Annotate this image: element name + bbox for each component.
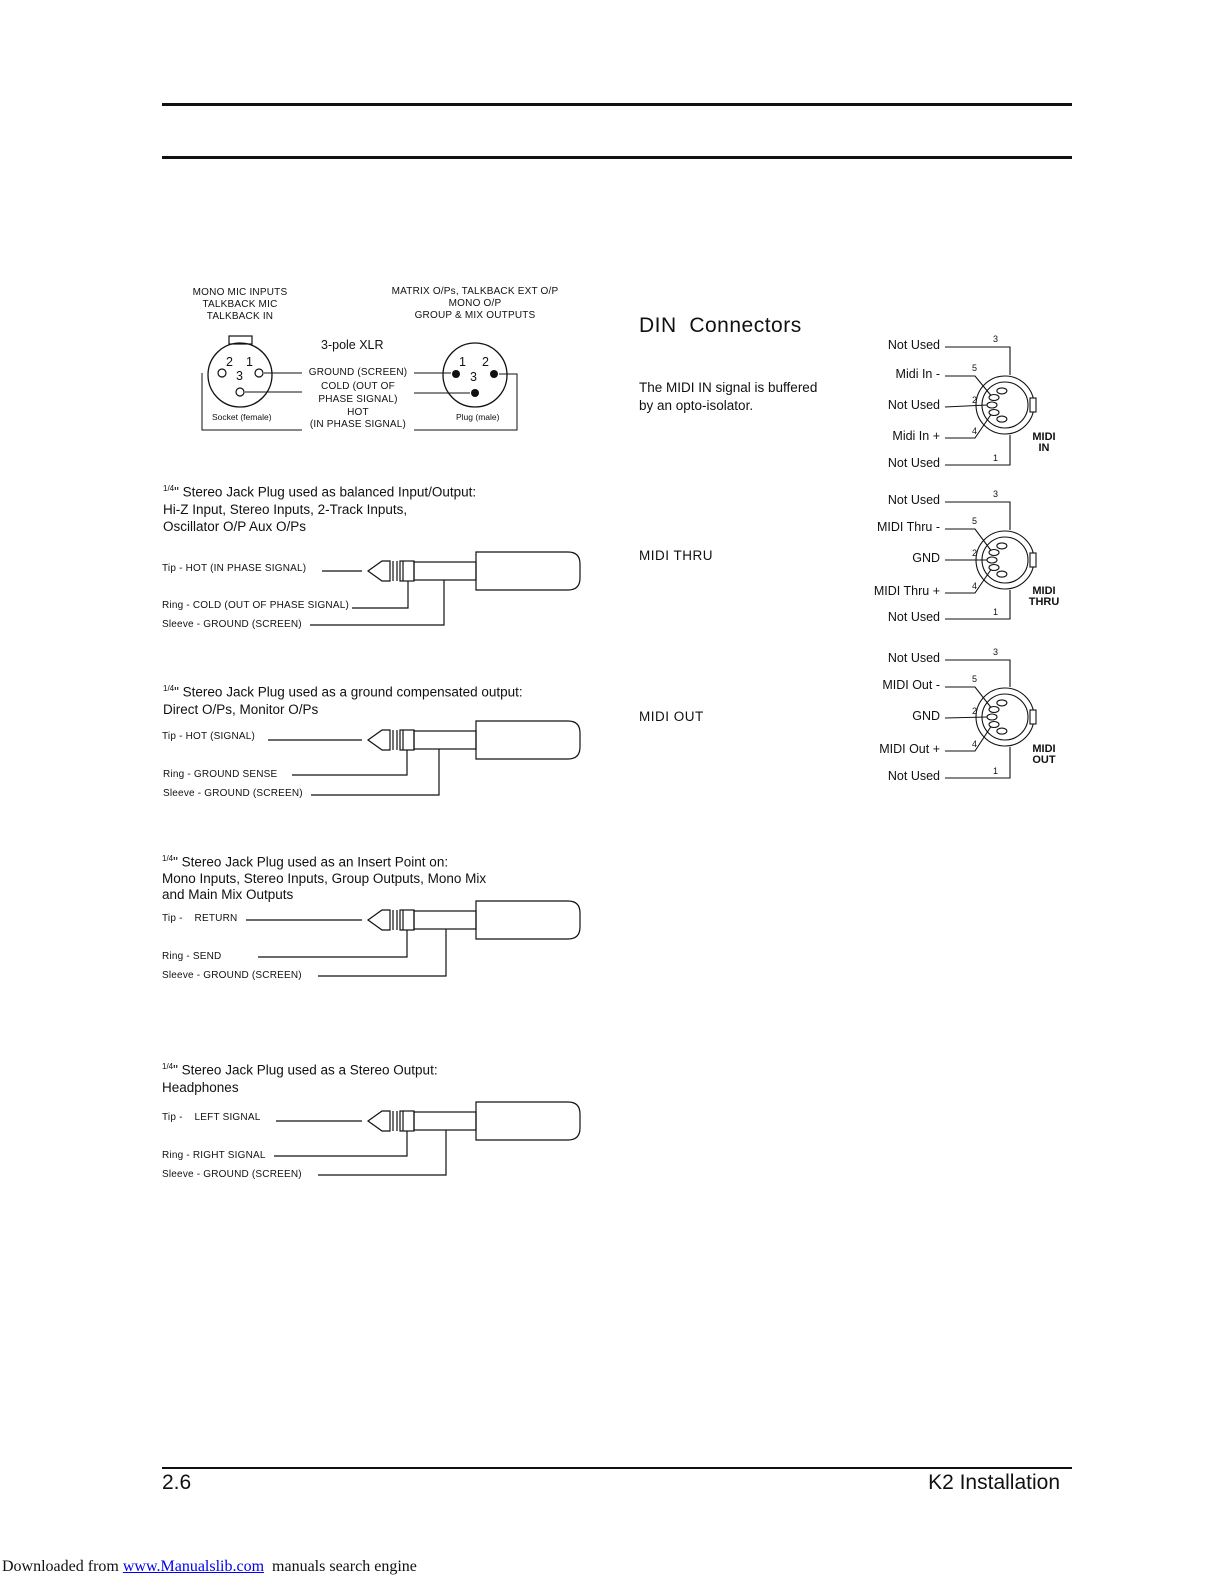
din-pin-number: 4	[972, 426, 978, 436]
heading-text: " Stereo Jack Plug used as a Stereo Output:	[173, 1062, 438, 1078]
sleeve-lead-line	[318, 1130, 446, 1175]
xlr-signal-list	[302, 366, 414, 431]
caption-line: GROUP & MIX OUTPUTS	[414, 310, 536, 321]
din-note	[639, 379, 817, 415]
din-badge	[1024, 744, 1064, 766]
din-lead-4	[945, 570, 991, 594]
din-key	[1030, 553, 1036, 567]
caption-line: TALKBACK IN	[206, 311, 274, 322]
din-lead-5	[945, 529, 991, 551]
plug-body	[476, 1102, 580, 1140]
xlr-plug-caption	[380, 286, 570, 322]
din-pin-number: 4	[972, 739, 978, 749]
din-badge	[1024, 586, 1064, 608]
din-inner	[982, 537, 1028, 583]
din-pin-1	[997, 416, 1007, 422]
din-pin-4	[989, 722, 999, 728]
plug-body	[476, 901, 580, 939]
din-shell	[976, 688, 1034, 746]
din-pin-number: 5	[972, 674, 978, 684]
din-lead-1	[945, 435, 1010, 465]
din-pin-label: Midi In -	[895, 367, 940, 381]
download-suffix: manuals search engine	[264, 1558, 417, 1575]
ring-label: Ring - RIGHT SIGNAL	[162, 1150, 266, 1161]
ring-lead-line	[292, 750, 407, 775]
ring-lead-line	[274, 1131, 407, 1156]
xlr-title: 3-pole XLR	[321, 338, 384, 352]
din-lead-2	[945, 717, 987, 718]
din-pin-5	[989, 550, 999, 556]
din-badge	[1024, 432, 1064, 454]
din-pin-number: 5	[972, 516, 978, 526]
xlr-plug-label: Plug (male)	[456, 412, 500, 422]
tip-contact	[368, 730, 390, 750]
xlr-socket-pin-3: 3	[236, 369, 243, 383]
din-lead-1	[945, 747, 1010, 778]
xlr-plug-pin-1: 1	[459, 355, 466, 369]
din-pin-number: 3	[993, 489, 999, 499]
jack-heading	[162, 1058, 438, 1096]
signal-hot-cont: (IN PHASE SIGNAL)	[309, 418, 407, 430]
quarter-inch-fraction: 1/4	[162, 1062, 174, 1071]
din-pin-2	[987, 557, 997, 563]
sleeve-contact	[414, 1112, 476, 1130]
din-title: DIN Connectors	[639, 314, 802, 337]
din-lead-4	[945, 415, 991, 439]
jack-heading-line	[162, 1058, 438, 1079]
din-badge-line: MIDI	[1032, 585, 1056, 597]
din-shell	[976, 376, 1034, 434]
download-notice	[2, 1540, 417, 1576]
din-badge-line: MIDI	[1032, 743, 1056, 755]
xlr-plug-pin-2: 2	[482, 355, 489, 369]
ring-label: Ring - COLD (OUT OF PHASE SIGNAL)	[162, 600, 350, 611]
jack-heading-line	[163, 480, 476, 501]
din-pin-3	[997, 543, 1007, 549]
jack-heading	[162, 851, 486, 903]
din-lead-3	[945, 660, 1010, 687]
caption-line: MONO O/P	[448, 298, 502, 309]
din-pin-number: 5	[972, 363, 978, 373]
din-pin-3	[997, 388, 1007, 394]
din-badge-line: THRU	[1028, 596, 1060, 608]
din-pin-number: 1	[993, 607, 999, 617]
xlr-plug-pin-3: 3	[470, 370, 477, 384]
jack-heading-line	[163, 680, 523, 701]
din-section-label-thru: MIDI THRU	[639, 548, 713, 563]
page-number: 2.6	[162, 1471, 192, 1494]
xlr-socket-pin-2: 2	[226, 355, 233, 369]
heading-text: Oscillator O/P Aux O/Ps	[163, 518, 307, 534]
din-inner	[982, 694, 1028, 740]
din-pin-2	[987, 714, 997, 720]
din-key	[1030, 710, 1036, 724]
din-pin-number: 4	[972, 581, 978, 591]
jack-heading	[163, 680, 523, 718]
din-pin-label: Not Used	[887, 651, 940, 665]
din-pin-number: 3	[993, 334, 999, 344]
download-prefix: Downloaded from	[2, 1558, 123, 1575]
heading-text: Mono Inputs, Stereo Inputs, Group Outputs, Mono Mix	[162, 870, 487, 886]
header-rule-top	[162, 103, 1072, 106]
quarter-inch-fraction: 1/4	[162, 854, 174, 863]
din-section-label-out: MIDI OUT	[639, 709, 704, 724]
tip-label: Tip - HOT (SIGNAL)	[162, 731, 256, 742]
din-badge-line: MIDI	[1032, 431, 1056, 443]
din-pin-label: GND	[912, 709, 940, 723]
ring-contact	[400, 910, 414, 930]
tip-label: Tip - HOT (IN PHASE SIGNAL)	[162, 563, 307, 574]
din-pin-label: Not Used	[887, 398, 940, 412]
sleeve-label: Sleeve - GROUND (SCREEN)	[162, 970, 302, 981]
sleeve-contact	[414, 562, 476, 580]
din-shell	[976, 531, 1034, 589]
din-pin-label: Midi In +	[892, 429, 940, 443]
sleeve-label: Sleeve - GROUND (SCREEN)	[162, 619, 302, 630]
xlr-socket-pin-1: 1	[246, 355, 253, 369]
din-badge-line: OUT	[1032, 754, 1056, 766]
tip-label: Tip - RETURN	[162, 913, 238, 924]
note-line: by an opto-isolator.	[639, 398, 754, 413]
plug-body	[476, 552, 580, 590]
din-pin-label: Not Used	[887, 610, 940, 624]
din-lead-1	[945, 590, 1010, 619]
heading-text: Headphones	[162, 1079, 239, 1095]
din-pin-4	[989, 565, 999, 571]
manualslib-link[interactable]: www.Manualslib.com	[122, 1558, 265, 1575]
jack-heading	[163, 480, 476, 535]
sleeve-label: Sleeve - GROUND (SCREEN)	[162, 1169, 302, 1180]
din-pin-number: 3	[993, 647, 999, 657]
heading-text: Hi-Z Input, Stereo Inputs, 2-Track Inputs,	[163, 501, 408, 517]
quarter-inch-fraction: 1/4	[163, 684, 175, 693]
din-pin-number: 2	[972, 706, 978, 716]
signal-cold: COLD (OUT OF	[321, 380, 395, 392]
ring-lead-line	[352, 581, 408, 608]
tip-label: Tip - LEFT SIGNAL	[162, 1112, 261, 1123]
din-key	[1030, 398, 1036, 412]
din-lead-3	[945, 347, 1010, 375]
din-pin-1	[997, 728, 1007, 734]
xlr-socket-caption	[170, 287, 310, 323]
footer-rule	[162, 1467, 1072, 1469]
signal-cold-cont: PHASE SIGNAL)	[318, 394, 398, 405]
din-pin-label: GND	[912, 551, 940, 565]
ring-label: Ring - GROUND SENSE	[163, 769, 278, 780]
tip-contact	[368, 1111, 390, 1131]
header-rule-bottom	[162, 156, 1072, 159]
din-pin-label: Not Used	[887, 456, 940, 470]
sleeve-contact	[414, 731, 476, 749]
din-pin-5	[989, 395, 999, 401]
section-title: K2 Installation	[928, 1471, 1060, 1494]
heading-text: " Stereo Jack Plug used as an Insert Point on:	[173, 854, 449, 870]
tip-contact	[368, 910, 390, 930]
heading-text: Direct O/Ps, Monitor O/Ps	[163, 701, 319, 717]
din-lead-4	[945, 727, 991, 752]
signal-ground: GROUND (SCREEN)	[308, 367, 408, 378]
din-pin-label: MIDI Thru +	[873, 584, 940, 598]
ring-contact	[400, 1111, 414, 1131]
plug-body	[476, 721, 580, 759]
ring-contact	[400, 561, 414, 581]
din-pin-number: 2	[972, 395, 978, 405]
din-pin-4	[989, 410, 999, 416]
din-badge-line: IN	[1038, 442, 1050, 454]
din-pin-label: MIDI Out +	[879, 742, 940, 756]
din-lead-3	[945, 502, 1010, 530]
din-lead-2	[945, 405, 987, 407]
din-pin-2	[987, 402, 997, 408]
din-pin-number: 1	[993, 453, 999, 463]
caption-line: TALKBACK MIC	[202, 299, 278, 310]
din-pin-5	[989, 707, 999, 713]
quarter-inch-fraction: 1/4	[163, 484, 175, 493]
xlr-socket-label: Socket (female)	[212, 412, 272, 422]
din-pin-number: 1	[993, 766, 999, 776]
din-pin-label: MIDI Out -	[882, 678, 940, 692]
din-pin-3	[997, 700, 1007, 706]
heading-text: " Stereo Jack Plug used as a ground compensated output:	[174, 684, 523, 700]
ring-lead-line	[258, 930, 407, 957]
sleeve-lead-line	[311, 749, 439, 795]
din-pin-label: Not Used	[887, 493, 940, 507]
din-inner	[982, 382, 1028, 428]
note-line: The MIDI IN signal is buffered	[639, 380, 818, 395]
din-lead-5	[945, 376, 991, 396]
din-pin-label: Not Used	[887, 769, 940, 783]
heading-text: and Main Mix Outputs	[162, 886, 294, 902]
din-pin-number: 2	[972, 548, 978, 558]
din-pin-label: MIDI Thru -	[877, 520, 940, 534]
signal-hot: HOT	[347, 406, 369, 418]
tip-contact	[368, 561, 390, 581]
din-pin-1	[997, 571, 1007, 577]
din-pin-label: Not Used	[887, 338, 940, 352]
din-lead-5	[945, 687, 991, 708]
jack-heading-line	[162, 851, 486, 871]
sleeve-label: Sleeve - GROUND (SCREEN)	[163, 788, 303, 799]
caption-line: MATRIX O/Ps, TALKBACK EXT O/P	[391, 286, 559, 297]
caption-line: MONO MIC INPUTS	[192, 287, 288, 298]
sleeve-lead-line	[318, 929, 446, 976]
ring-contact	[400, 730, 414, 750]
sleeve-contact	[414, 911, 476, 929]
heading-text: " Stereo Jack Plug used as balanced Input/Output:	[174, 484, 477, 500]
ring-label: Ring - SEND	[162, 951, 222, 962]
